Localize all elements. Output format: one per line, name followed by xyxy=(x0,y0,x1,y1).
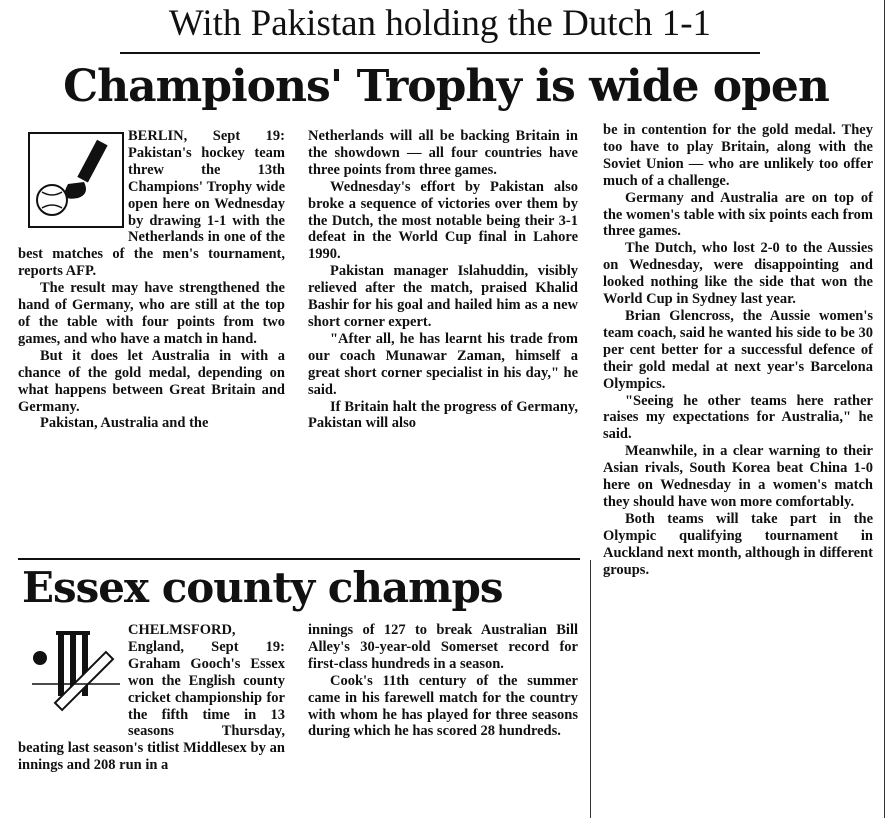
paragraph: The result may have strengthened the hand of Germany, who are still at the top of the table with four points from two games, and who have a match in hand. xyxy=(18,280,285,347)
paragraph: The Dutch, who lost 2-0 to the Aussies on Wednesday, were disappointing and looked nothing like the side that won the World Cup in Sydney last year. xyxy=(603,240,873,308)
essex-headline: Essex county champs xyxy=(22,563,503,612)
paragraph: innings of 127 to break Australian Bill Alley's 30-year-old Somerset record for first-class hundreds in a season. xyxy=(308,622,578,672)
paragraph: Germany and Australia are on top of the women's table with six points each from three games. xyxy=(603,189,873,240)
paragraph: be in contention for the gold medal. They too have to play Britain, along with the Soviet Union — who are unlikely too offer much of a challenge. xyxy=(603,122,873,189)
story1-column-2 xyxy=(308,128,578,558)
paragraph: Meanwhile, in a clear warning to their Asian rivals, South Korea beat China 1-0 here on Wednesday in a women's match they should have won more comfortably. xyxy=(603,443,873,510)
main-headline: Champions' Trophy is wide open xyxy=(63,61,829,112)
story1-column-1 xyxy=(18,128,285,558)
paragraph: "After all, he has learnt his trade from our coach Munawar Zaman, himself a great short corner specialist in his day," he said. xyxy=(308,330,578,398)
paragraph: "Seeing he other teams here rather raises my expectations for Australia," he said. xyxy=(603,392,873,443)
paragraph: If Britain halt the progress of Germany, Pakistan will also xyxy=(308,398,578,432)
column-rule xyxy=(590,560,591,818)
paragraph: Brian Glencross, the Aussie women's team coach, said he wanted his side to be 30 per cent better for a successful defence of their gold medal at next year's Barcelona Olympics. xyxy=(603,307,873,392)
paragraph: Netherlands will all be backing Britain in the showdown — all four countries have three points from three games. xyxy=(308,128,578,178)
story2-column-1 xyxy=(18,622,285,818)
paragraph: Pakistan, Australia and the xyxy=(40,415,209,432)
paragraph: But it does let Australia in with a chance of the gold medal, depending on what happens between Great Britain and Germany. xyxy=(18,347,285,415)
kicker-headline: With Pakistan holding the Dutch 1-1 xyxy=(120,0,760,54)
paragraph: BERLIN, Sept 19: Pakistan's hockey team threw the 13th Champions' Trophy wide open here on Wednesday by drawing 1-1 with the Netherlands in one of the best matches of the men's tournament, reports AFP. xyxy=(18,128,285,280)
story2-column-2 xyxy=(308,622,578,818)
paragraph: CHELMSFORD, England, Sept 19: Graham Gooch's Essex won the English county cricket championship for the fifth time in 13 seasons Thursday, beating last season's titlist Middlesex by an innings and 208 run in a xyxy=(18,622,285,774)
paragraph: Cook's 11th century of the summer came in his farewell match for the country with whom he has played for three seasons during which he has scored 28 hundreds. xyxy=(308,672,578,740)
paragraph: Both teams will take part in the Olympic qualifying tournament in Auckland next month, although in different groups. xyxy=(603,510,873,578)
story1-column-3 xyxy=(603,122,873,818)
page-edge-rule xyxy=(884,0,885,818)
paragraph: Pakistan manager Islahuddin, visibly relieved after the match, praised Khalid Bashir for his goal and hailed him as a new short corner expert. xyxy=(308,263,578,330)
paragraph: Wednesday's effort by Pakistan also broke a sequence of victories over them by the Dutch, the most notable being their 3-1 defeat in the World Cup final in Lahore 1990. xyxy=(308,178,578,263)
